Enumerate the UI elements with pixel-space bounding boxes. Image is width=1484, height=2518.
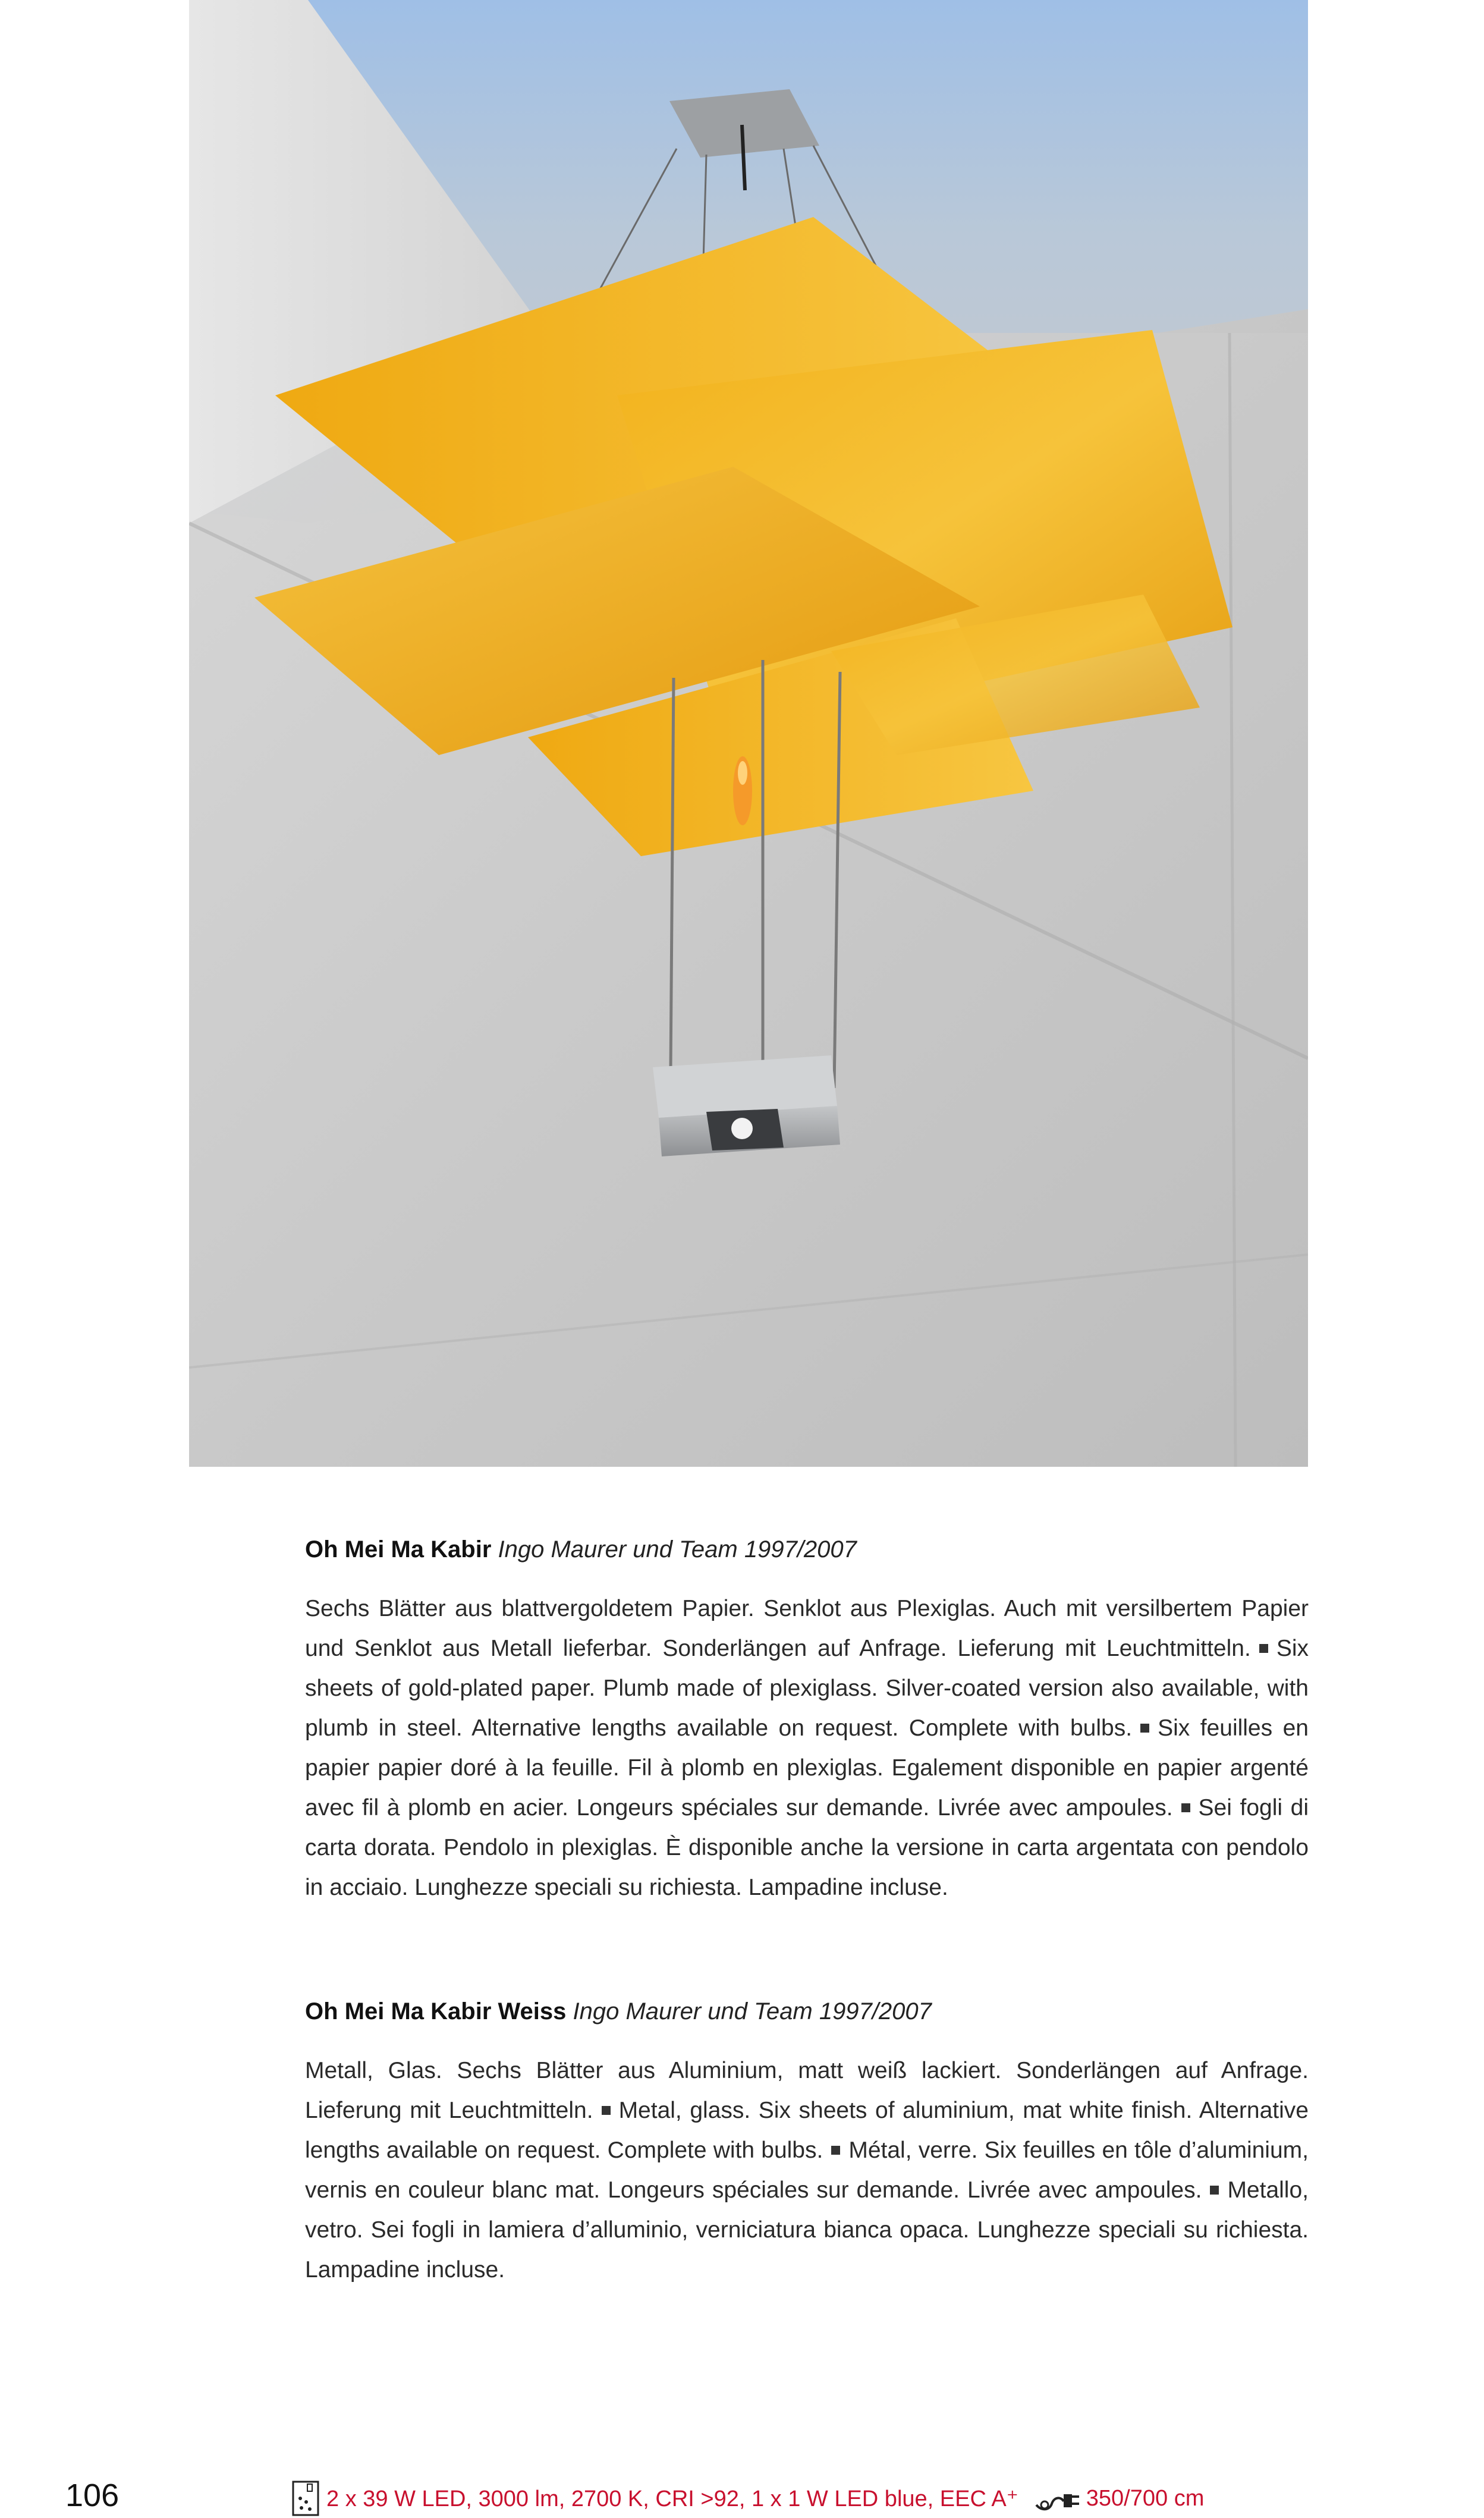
- product-description: [305, 2051, 1309, 2290]
- separator-square-icon: [1140, 1724, 1149, 1733]
- page-number: 106: [65, 2478, 120, 2513]
- separator-square-icon: [1181, 1803, 1190, 1812]
- description-english: Six sheets of gold-plated paper. Plumb made of plexiglass. Silver-coated version also available, with plumb in steel. Alternative lengths available on request. Complete with bulbs.: [305, 1636, 1309, 1741]
- product-entry: [305, 1996, 1309, 2027]
- product-name: Oh Mei Ma Kabir: [305, 1536, 492, 1563]
- description-german: Sechs Blätter aus blattvergoldetem Papier. Senklot aus Plexiglas. Auch mit versilbertem Papier und Senklot aus Metall lieferbar. Sonderlängen auf Anfrage. Lieferung mit Leuchtmitteln.: [305, 1596, 1309, 1661]
- product-photo: [189, 0, 1308, 1467]
- technical-spec-footer: [292, 2481, 1204, 2516]
- description-italian: Metallo, vetro. Sei fogli in lamiera d’alluminio, verniciatura bianca opaca. Lunghezze speciali su richiesta. Lampadine incluse.: [305, 2177, 1309, 2283]
- description-french: Six feuilles en papier papier doré à la feuille. Fil à plomb en plexiglas. Egalement disponible en papier argenté avec fil à plomb en acier. Longeurs spéciales sur demande. Livrée avec ampoules.: [305, 1715, 1309, 1821]
- separator-square-icon: [831, 2146, 840, 2155]
- pendant-lamp-illustration: [189, 0, 1308, 1467]
- cable-plug-icon: [1034, 2484, 1081, 2513]
- separator-square-icon: [1259, 1644, 1268, 1653]
- spec-text: 2 x 39 W LED, 3000 lm, 2700 K, CRI >92, 1 x 1 W LED blue, EEC A⁺: [326, 2486, 1018, 2511]
- product-entry: [305, 1534, 1309, 1565]
- description-italian: Sei fogli di carta dorata. Pendolo in plexiglas. È disponible anche la versione in carta argentata con pendolo in acciaio. Lunghezze speciali su richiesta. Lampadine incluse.: [305, 1795, 1309, 1900]
- product-title: [305, 1996, 1309, 2027]
- product-name: Oh Mei Ma Kabir Weiss: [305, 1998, 567, 2025]
- description-french: Métal, verre. Six feuilles en tôle d’aluminium, vernis en couleur blanc mat. Longeurs spéciales sur demande. Livrée avec ampoules.: [305, 2137, 1309, 2203]
- cable-length: 350/700 cm: [1086, 2485, 1205, 2511]
- separator-square-icon: [1210, 2186, 1219, 2195]
- product-title: [305, 1534, 1309, 1565]
- description-german: Metall, Glas. Sechs Blätter aus Aluminium, matt weiß lackiert. Sonderlängen auf Anfrage. Lieferung mit Leuchtmitteln.: [305, 2058, 1309, 2123]
- product-description: [305, 1589, 1309, 1907]
- separator-square-icon: [602, 2106, 611, 2115]
- product-credit: Ingo Maurer und Team 1997/2007: [498, 1536, 857, 1563]
- lamp-spec-icon: [292, 2481, 319, 2516]
- product-credit: Ingo Maurer und Team 1997/2007: [573, 1998, 932, 2025]
- description-english: Metal, glass. Six sheets of aluminium, mat white finish. Alternative lengths available on request. Complete with bulbs.: [305, 2098, 1309, 2163]
